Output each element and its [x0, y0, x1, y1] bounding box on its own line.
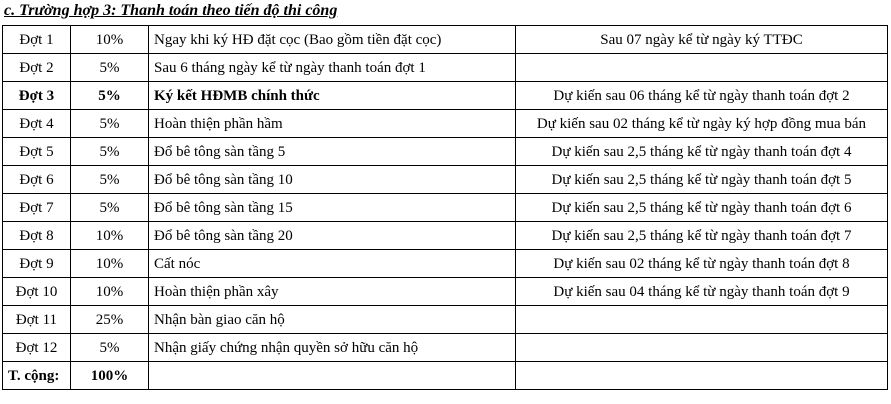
stage-cell: Đợt 6: [3, 166, 71, 194]
table-row: [3, 278, 888, 306]
table-row: [3, 306, 888, 334]
stage-cell: Đợt 1: [3, 26, 71, 54]
table-row: [3, 82, 888, 110]
schedule-note-cell: [516, 306, 888, 334]
schedule-note-cell: Dự kiến sau 2,5 tháng kể từ ngày thanh toán đợt 7: [516, 222, 888, 250]
percent-cell: 25%: [71, 306, 149, 334]
stage-cell: Đợt 12: [3, 334, 71, 362]
table-row: [3, 194, 888, 222]
stage-cell: Đợt 2: [3, 54, 71, 82]
percent-cell: 5%: [71, 54, 149, 82]
stage-cell: Đợt 8: [3, 222, 71, 250]
section-heading: c. Trường hợp 3: Thanh toán theo tiến độ thi công: [4, 2, 338, 19]
total-percent-cell: 100%: [71, 362, 149, 390]
description-cell: Hoàn thiện phần hầm: [149, 110, 516, 138]
percent-cell: 5%: [71, 82, 149, 110]
table-row: [3, 334, 888, 362]
percent-cell: 5%: [71, 166, 149, 194]
total-label-cell: T. cộng:: [3, 362, 71, 390]
description-cell: Đổ bê tông sàn tầng 15: [149, 194, 516, 222]
description-cell: Nhận giấy chứng nhận quyền sở hữu căn hộ: [149, 334, 516, 362]
description-cell: Ký kết HĐMB chính thức: [149, 82, 516, 110]
percent-cell: 5%: [71, 334, 149, 362]
percent-cell: 10%: [71, 250, 149, 278]
stage-cell: Đợt 7: [3, 194, 71, 222]
description-cell: Hoàn thiện phần xây: [149, 278, 516, 306]
description-cell: Đổ bê tông sàn tầng 5: [149, 138, 516, 166]
total-row: [3, 362, 888, 390]
description-cell: Nhận bàn giao căn hộ: [149, 306, 516, 334]
table-row: [3, 26, 888, 54]
schedule-note-cell: Dự kiến sau 04 tháng kể từ ngày thanh toán đợt 9: [516, 278, 888, 306]
table-row: [3, 166, 888, 194]
percent-cell: 5%: [71, 110, 149, 138]
percent-cell: 10%: [71, 278, 149, 306]
stage-cell: Đợt 11: [3, 306, 71, 334]
table-row: [3, 138, 888, 166]
schedule-note-cell: [516, 54, 888, 82]
empty-cell: [516, 362, 888, 390]
schedule-note-cell: Sau 07 ngày kể từ ngày ký TTĐC: [516, 26, 888, 54]
empty-cell: [149, 362, 516, 390]
description-cell: Đổ bê tông sàn tầng 20: [149, 222, 516, 250]
percent-cell: 10%: [71, 222, 149, 250]
table-row: [3, 110, 888, 138]
schedule-note-cell: Dự kiến sau 2,5 tháng kể từ ngày thanh toán đợt 5: [516, 166, 888, 194]
schedule-note-cell: [516, 334, 888, 362]
stage-cell: Đợt 4: [3, 110, 71, 138]
stage-cell: Đợt 5: [3, 138, 71, 166]
description-cell: Ngay khi ký HĐ đặt cọc (Bao gồm tiền đặt cọc): [149, 26, 516, 54]
percent-cell: 5%: [71, 138, 149, 166]
table-row: [3, 250, 888, 278]
schedule-note-cell: Dự kiến sau 02 tháng kể từ ngày ký hợp đồng mua bán: [516, 110, 888, 138]
table-row: [3, 54, 888, 82]
stage-cell: Đợt 9: [3, 250, 71, 278]
schedule-note-cell: Dự kiến sau 2,5 tháng kể từ ngày thanh toán đợt 6: [516, 194, 888, 222]
description-cell: Cất nóc: [149, 250, 516, 278]
schedule-note-cell: Dự kiến sau 2,5 tháng kể từ ngày thanh toán đợt 4: [516, 138, 888, 166]
payment-schedule-table: [2, 25, 888, 390]
schedule-note-cell: Dự kiến sau 06 tháng kể từ ngày thanh toán đợt 2: [516, 82, 888, 110]
table-row: [3, 222, 888, 250]
stage-cell: Đợt 10: [3, 278, 71, 306]
percent-cell: 10%: [71, 26, 149, 54]
description-cell: Sau 6 tháng ngày kể từ ngày thanh toán đợt 1: [149, 54, 516, 82]
schedule-note-cell: Dự kiến sau 02 tháng kể từ ngày thanh toán đợt 8: [516, 250, 888, 278]
stage-cell: Đợt 3: [3, 82, 71, 110]
description-cell: Đổ bê tông sàn tầng 10: [149, 166, 516, 194]
percent-cell: 5%: [71, 194, 149, 222]
